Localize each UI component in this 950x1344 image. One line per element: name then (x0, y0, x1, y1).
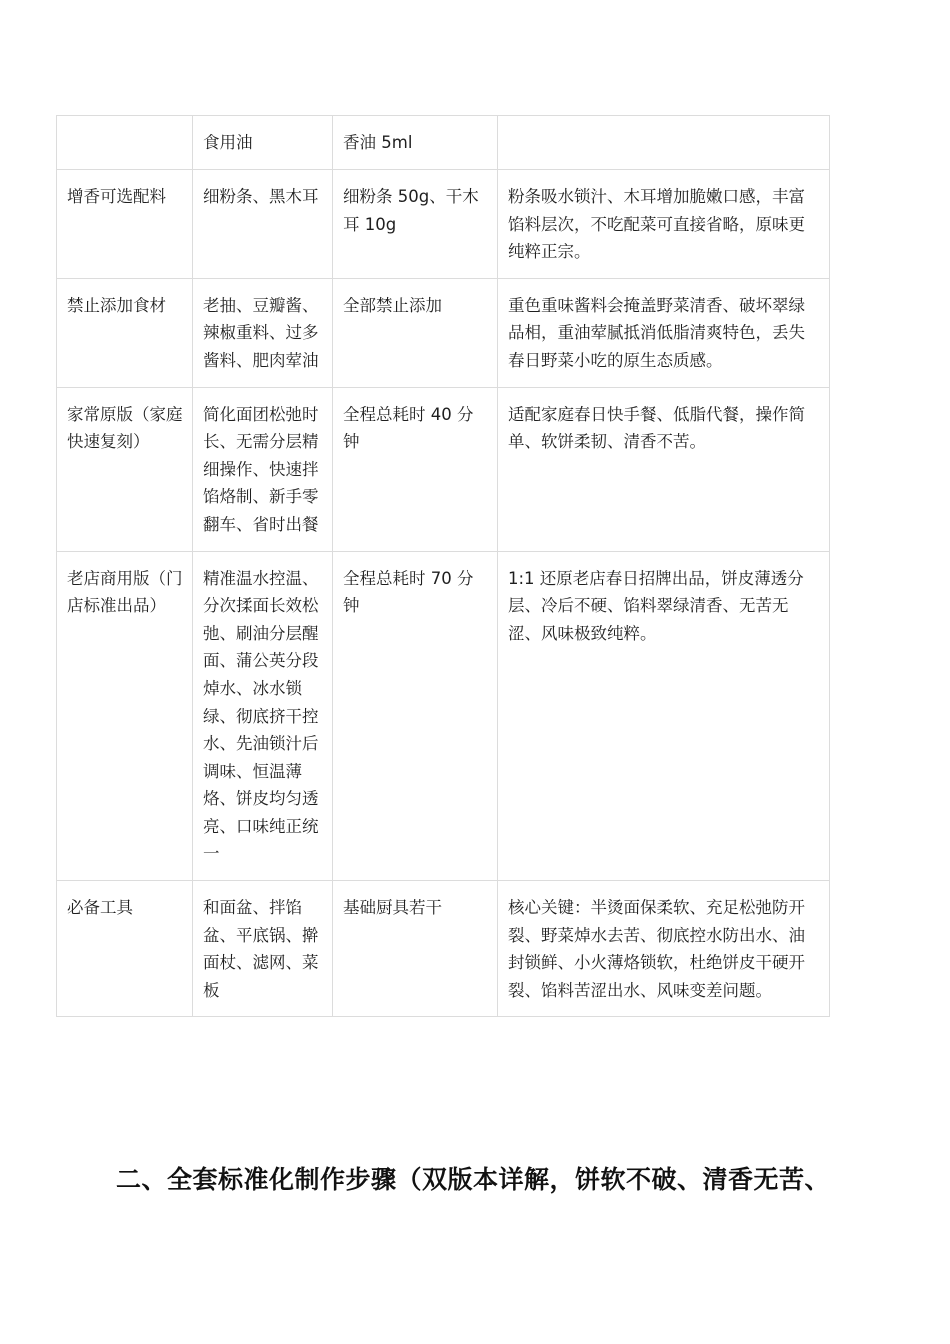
table-cell: 1:1 还原老店春日招牌出品，饼皮薄透分层、冷后不硬、馅料翠绿清香、无苦无涩、风味极致纯粹。 (498, 551, 830, 881)
table-cell: 老店商用版（门店标准出品） (57, 551, 193, 881)
table-row (57, 278, 830, 387)
table-cell: 重色重味酱料会掩盖野菜清香、破坏翠绿品相，重油荤腻抵消低脂清爽特色，丢失春日野菜小吃的原生态质感。 (498, 278, 830, 387)
table-cell: 增香可选配料 (57, 170, 193, 279)
table-cell: 老抽、豆瓣酱、辣椒重料、过多酱料、肥肉荤油 (193, 278, 333, 387)
table-cell: 全程总耗时 40 分钟 (333, 387, 498, 551)
table-cell: 禁止添加食材 (57, 278, 193, 387)
table-cell (57, 116, 193, 170)
table-cell: 细粉条 50g、干木耳 10g (333, 170, 498, 279)
table-cell (498, 116, 830, 170)
table-cell: 适配家庭春日快手餐、低脂代餐，操作简单、软饼柔韧、清香不苦。 (498, 387, 830, 551)
table-row (57, 116, 830, 170)
table-row (57, 387, 830, 551)
table-cell: 食用油 (193, 116, 333, 170)
table-cell: 家常原版（家庭快速复刻） (57, 387, 193, 551)
table-cell: 粉条吸水锁汁、木耳增加脆嫩口感，丰富馅料层次，不吃配菜可直接省略，原味更纯粹正宗。 (498, 170, 830, 279)
section-heading: 二、全套标准化制作步骤（双版本详解，饼软不破、清香无苦、 (116, 1165, 831, 1194)
table-row (57, 881, 830, 1017)
table-cell: 细粉条、黑木耳 (193, 170, 333, 279)
table-cell: 核心关键：半烫面保柔软、充足松弛防开裂、野菜焯水去苦、彻底控水防出水、油封锁鲜、小火薄烙锁软，杜绝饼皮干硬开裂、馅料苦涩出水、风味变差问题。 (498, 881, 830, 1017)
table-cell: 全部禁止添加 (333, 278, 498, 387)
table-cell: 必备工具 (57, 881, 193, 1017)
table-cell: 精准温水控温、分次揉面长效松弛、刷油分层醒面、蒲公英分段焯水、冰水锁绿、彻底挤干控水、先油锁汁后调味、恒温薄烙、饼皮均匀透亮、口味纯正统一 (193, 551, 333, 881)
table-row (57, 551, 830, 881)
ingredient-spec-table (56, 115, 830, 1017)
table-cell: 简化面团松弛时长、无需分层精细操作、快速拌馅烙制、新手零翻车、省时出餐 (193, 387, 333, 551)
table-cell: 基础厨具若干 (333, 881, 498, 1017)
table-cell: 全程总耗时 70 分钟 (333, 551, 498, 881)
table-cell: 香油 5ml (333, 116, 498, 170)
table-row (57, 170, 830, 279)
table-cell: 和面盆、拌馅盆、平底锅、擀面杖、滤网、菜板 (193, 881, 333, 1017)
